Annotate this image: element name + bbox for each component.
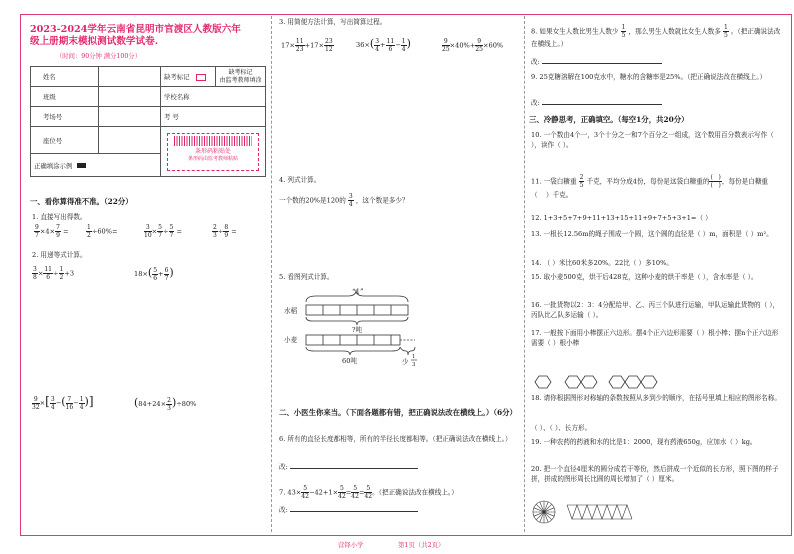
q7-fix: 改: bbox=[279, 506, 418, 514]
diagram-bottom-label: 60吨 bbox=[342, 357, 357, 365]
exam-no-label: 考 号 bbox=[161, 107, 266, 127]
diagram-bar-wheat bbox=[306, 335, 400, 345]
q18-answer: （ ）、（ ）、长方形。 bbox=[531, 424, 592, 432]
q15-text: 15. 取小麦500克，烘干后428克，这种小麦的烘干率是（ ），含水率是（ ）。 bbox=[531, 273, 758, 281]
q2-label: 2. 用递等式计算。 bbox=[32, 251, 87, 259]
q3-item-2: 36×( $\frac{3}{4}$ + $\frac{11}{6}$ − $\frac{1}{4}$ ) bbox=[356, 37, 411, 53]
room-label: 考场号 bbox=[31, 107, 99, 127]
barcode-label: 条形码粘贴处 bbox=[194, 147, 231, 155]
class-field[interactable] bbox=[99, 87, 161, 107]
q2-item-b: 18×( $\frac{5}{6}$ + $\frac{6}{7}$ ) bbox=[134, 266, 174, 282]
hexagon-2b bbox=[581, 376, 597, 388]
q6-text: 6. 所有的直径长度都相等，所有的半径长度都相等。（把正确说法改在横线上。） bbox=[279, 435, 512, 443]
seat-label: 座位号 bbox=[31, 127, 99, 154]
room-field[interactable] bbox=[99, 107, 161, 127]
q2-item-a: $\frac{3}{8}$ × $\frac{11}{6}$ ÷ $\frac{1}{2}$ +3 bbox=[33, 266, 75, 281]
barcode-note: 条形码由监考教师粘贴 bbox=[187, 155, 238, 162]
q11-text: 11. 一袋白糖重 $\frac{2}{5}$ 千克，平均分成4份，每份是这袋白糖重的 $\frac{( )}{( )}$ ，每份是白糖重（ ）千克。 bbox=[531, 174, 769, 199]
column-divider-2 bbox=[524, 16, 525, 532]
diagram-question-label: ?吨 bbox=[352, 326, 363, 334]
q9-fix: 改: bbox=[531, 99, 662, 107]
q4-label: 4. 列式计算。 bbox=[279, 176, 321, 184]
q12-text: 12. 1+3+5+7+9+11+13+15+11+9+7+5+3+1=（ ） bbox=[531, 214, 712, 222]
barcode-stripes bbox=[174, 136, 252, 146]
info-table bbox=[30, 66, 266, 177]
part2-title: 二、小医生你来当。（下面各题都有错，把正确说法改在横线上。）（6分） bbox=[279, 408, 517, 417]
q8-fix: 改: bbox=[531, 58, 662, 66]
rearranged-strips bbox=[567, 505, 632, 519]
q5-diagram bbox=[280, 284, 440, 370]
q1-item-4: $\frac{2}{3}$ ÷ $\frac{8}{9}$ = bbox=[213, 224, 237, 239]
hexagon-1 bbox=[535, 376, 551, 388]
q7-fix-line[interactable] bbox=[290, 511, 418, 512]
exam-meta: （时间：90分钟 满分100分） bbox=[56, 53, 142, 60]
fill-example: 正确填涂示例 bbox=[31, 154, 161, 177]
q2-item-c: $\frac{9}{32}$ ×[ $\frac{3}{4}$ −( $\frac{7}{16}$ − $\frac{1}{4}$ )] bbox=[32, 394, 94, 411]
q3-item-3: $\frac{9}{25}$ ×40%+ $\frac{9}{25}$ ×60% bbox=[442, 38, 504, 53]
column-divider-1 bbox=[271, 16, 272, 532]
q20-circle-figure bbox=[531, 499, 641, 525]
footer-school: 营铎小学 bbox=[338, 541, 364, 549]
diagram-frac-den: 3 bbox=[412, 362, 416, 368]
q19-text: 19. 一种农药的药液和水的比是1：2000，现有药液650g，应加水（ ）kg。 bbox=[531, 438, 757, 446]
q14-text: 14. （ ）米比60米多20%。22比（ ）多10%。 bbox=[531, 259, 673, 267]
part1-title: 一、看你算得准不准。（22分） bbox=[30, 197, 133, 206]
absent-note: 缺考标记 由监考教师填涂 bbox=[216, 67, 266, 87]
q4-text: 一个数的20%是120的 $\frac{3}{4}$ ，这个数是多少？ bbox=[279, 193, 409, 208]
q3-label: 3. 用简便方法计算，写出简算过程。 bbox=[279, 18, 387, 26]
fill-example-mark bbox=[77, 163, 86, 168]
barcode-box bbox=[167, 133, 259, 171]
hexagon-sticks-figure bbox=[531, 374, 661, 390]
class-label: 班级 bbox=[31, 87, 99, 107]
hexagon-3a bbox=[609, 376, 625, 388]
q8-fix-line[interactable] bbox=[542, 63, 662, 64]
hexagon-3b bbox=[625, 376, 641, 388]
diagram-row1-label: 水稻 bbox=[284, 307, 298, 315]
diagram-frac-num: 1 bbox=[412, 354, 416, 360]
q5-label: 5. 看图列式计算。 bbox=[279, 273, 334, 281]
q9-text: 9. 25克糖溶解在100克水中，糖水的含糖率是25%。（把正确说法改在横线上。） bbox=[531, 73, 767, 81]
diagram-row2-label: 小麦 bbox=[284, 336, 298, 344]
q1-label: 1. 直接写出得数。 bbox=[32, 213, 87, 221]
hexagon-3c bbox=[641, 376, 657, 388]
footer-page: 第1页（共2页） bbox=[398, 541, 445, 549]
q18-text: 18. 请你根据图形对称轴的条数按照从多到少的顺序，在括号里填上相应的图形名称。 bbox=[531, 394, 781, 402]
q7-text: 7. 43× $\frac{5}{42}$ −42+1× $\frac{5}{42}$ = $\frac{5}{42}$ = $\frac{5}{42}$ 。（把正确说法改在横线上。） bbox=[279, 485, 458, 500]
q8-text: 8. 如果女生人数比男生人数少 $\frac{1}{5}$ ，那么男生人数就比女生人数多 $\frac{1}{5}$ 。（把正确说法改在横线上。） bbox=[531, 24, 781, 48]
q3-item-1: 17× $\frac{11}{23}$ +17× $\frac{23}{12}$ bbox=[281, 38, 333, 53]
name-label: 姓名 bbox=[31, 67, 99, 87]
seat-field[interactable] bbox=[99, 127, 161, 154]
name-field[interactable] bbox=[99, 67, 161, 87]
absent-mark-label: 缺考标记 bbox=[161, 67, 216, 87]
q1-item-2: $\frac{1}{2}$ ÷60%= bbox=[87, 224, 118, 239]
barcode-area bbox=[161, 127, 266, 177]
q10-text: 10. 一个数由4个一，3个十分之一和7个百分之一组成，这个数用百分数表示写作（ ），读作（ ）。 bbox=[531, 131, 774, 150]
q2-item-d: (84+24× $\frac{2}{3}$ )÷80% bbox=[134, 396, 197, 412]
part3-title: 三、冷静思考，正确填空。（每空1分，共20分） bbox=[529, 115, 689, 124]
diagram-less-label: 少 bbox=[402, 358, 409, 366]
q9-fix-line[interactable] bbox=[542, 104, 662, 105]
exam-title: 2023-2024学年云南省昆明市官渡区人教版六年 级上册期末模拟测试数学试卷. bbox=[30, 24, 241, 47]
absent-mark-box[interactable] bbox=[196, 74, 206, 81]
diagram-top-label: “1” bbox=[352, 288, 364, 296]
school-label: 学校名称 bbox=[161, 87, 266, 107]
q17-text: 17. 一般按下面用小棒摆正六边形。摆4个正六边形需要（ ）根小棒；摆n个正六边形需要（ ）根小棒 bbox=[531, 329, 779, 348]
q16-text: 16. 一批货物以2：3：4分配给甲、乙、丙三个队进行运输，甲队运输此货物的（ ），丙队比乙队多运输（ ）。 bbox=[531, 301, 780, 320]
q20-text: 20. 把一个直径4厘米的圆分成若干等份，然后拼成一个近似的长方形，照下图的样子拼，拼成的图形周长比圆的周长增加了（ ）厘米。 bbox=[531, 465, 779, 484]
q1-item-3: $\frac{3}{10}$ × $\frac{5}{7}$ ÷ $\frac{5}{7}$ = bbox=[144, 224, 182, 239]
hexagon-2a bbox=[565, 376, 581, 388]
q6-fix-line[interactable] bbox=[290, 468, 418, 469]
q6-fix: 改: bbox=[279, 463, 418, 471]
q13-text: 13. 一根长12.56m的绳子围成一个圆，这个圆的直径是（ ）m，面积是（ ）m²。 bbox=[531, 230, 773, 238]
q1-item-1: $\frac{9}{7}$ ×4× $\frac{7}{9}$ = bbox=[35, 224, 69, 239]
